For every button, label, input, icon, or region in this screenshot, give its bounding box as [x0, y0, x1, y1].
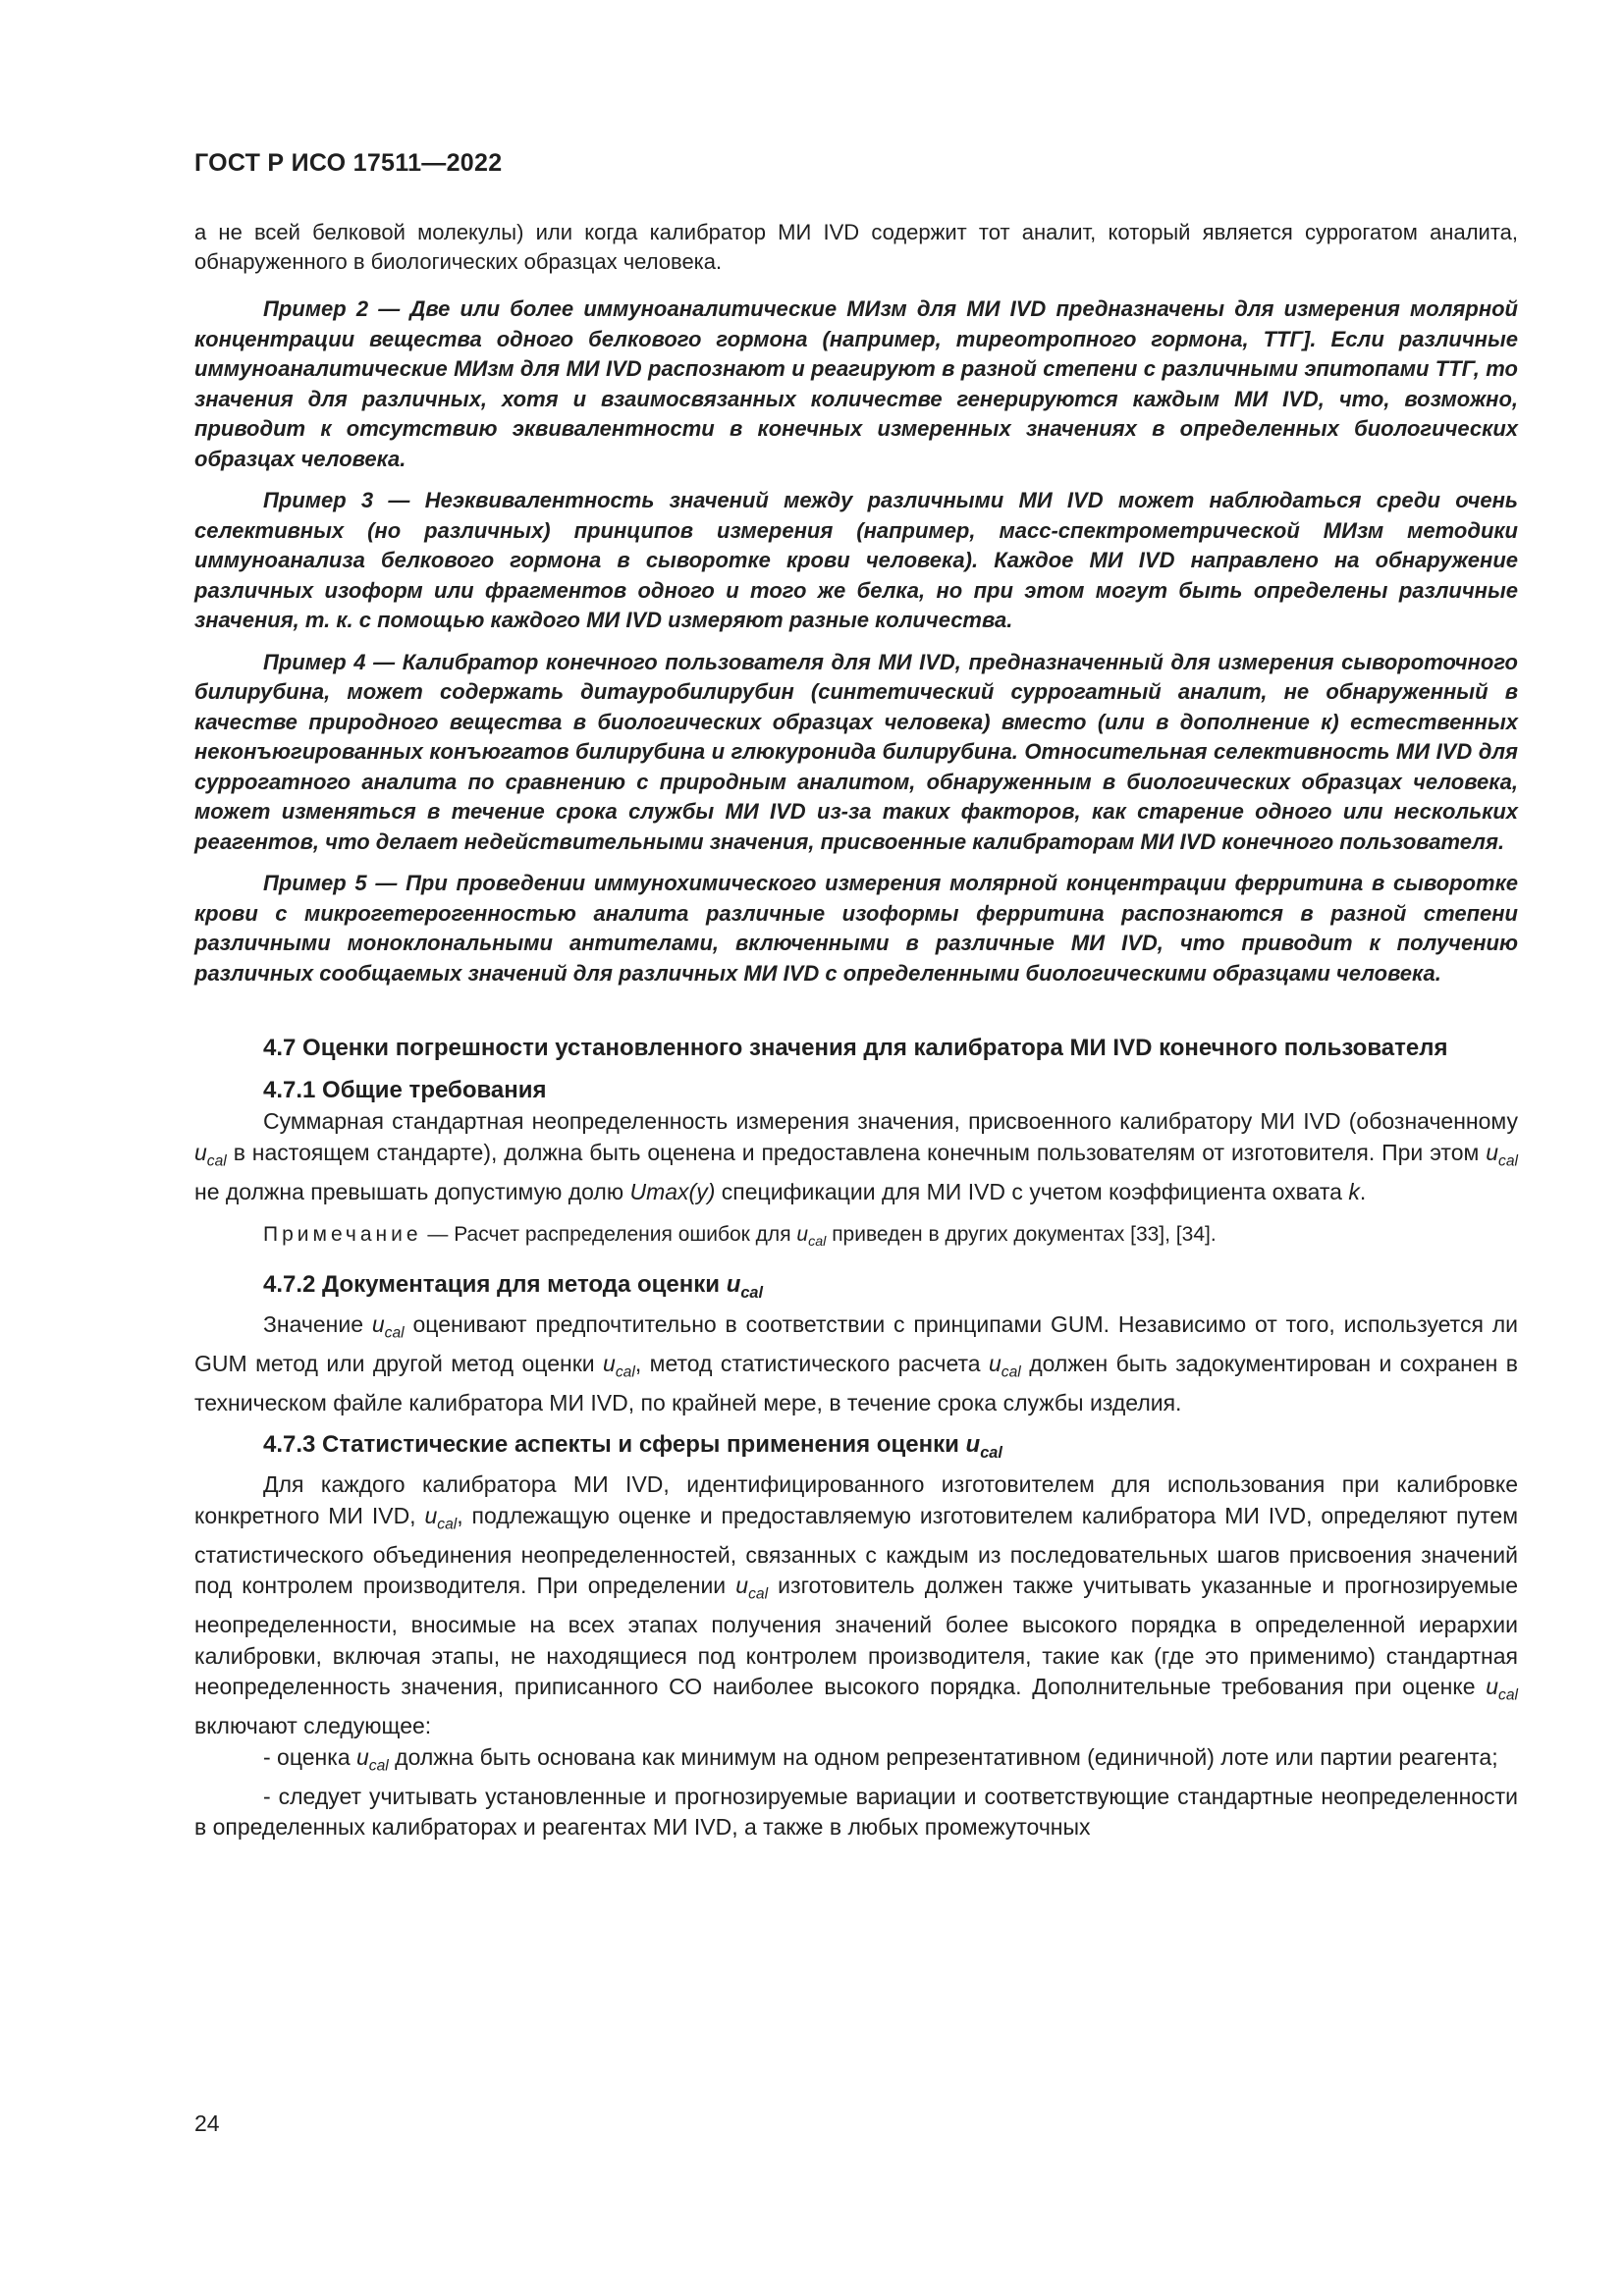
section-heading-4-7-1: 4.7.1 Общие требования — [263, 1077, 547, 1103]
section-heading-4-7-2: 4.7.2 Документация для метода оценки $u_{cal}$ — [263, 1270, 764, 1302]
ucal-symbol: $u_{cal}$ — [424, 1502, 458, 1533]
continuation-paragraph: а не всей белковой молекулы) или когда калибратор МИ IVD содержит тот аналит, который является суррогатом аналита, обнаруженного в биологических образцах человека. — [194, 220, 1518, 274]
section-heading-4-7: 4.7 Оценки погрешности установленного значения для калибратора МИ IVD конечного пользователя — [263, 1035, 1448, 1061]
bullet-item-2: - следует учитывать установленные и прогнозируемые вариации и соответствующие стандартные неопределенности в определенных калибраторах и реагентах МИ IVD, а также в любых промежуточных — [194, 1783, 1518, 1841]
ucal-symbol: $u_{cal}$ — [356, 1743, 389, 1775]
example-2: Пример 2 — Две или более иммуноаналитические МИзм для МИ IVD предназначены для измерения молярной концентрации вещества одного белкового гормона (например, тиреотропного гормона, ТТГ]. Если различные иммуноаналитические МИзм для МИ IVD распознают и реагируют в разной степени с различными эпитопами ТТГ, то значения для различных, хотя и взаимосвязанных количестве генерируются каждым МИ IVD, что, возможно, приводит к отсутствию эквивалентности в конечных измеренных значениях в определенных биологических образцах человека. — [194, 296, 1518, 471]
paragraph-4-7-3: Для каждого калибратора МИ IVD, идентифицированного изготовителем для использования при калибровке конкретного МИ IVD, $u_{cal}$, подлежащую оценке и предоставляемую изготовителем калибратора МИ IVD, определяют путем статистического объединения неопределенностей, связанных с каждым из последовательных шагов присвоения значений под контролем производителя. При определении $u_{cal}$ изготовитель должен также учитывать указанные и прогнозируемые неопределенности, вносимые на всех этапах получения значений более высокого порядка в определенной иерархии калибровки, включая этапы, не находящиеся под контролем производителя, такие как (где это применимо) стандартная неопределенность значения, приписанного СО наиболее высокого порядка. Дополнительные требования при оценке $u_{cal}$ включают следующее: — [194, 1471, 1519, 1739]
ucal-symbol: $u_{cal}$ — [603, 1350, 635, 1381]
k-symbol: k — [1348, 1178, 1360, 1204]
ucal-symbol: $u_{cal}$ — [989, 1350, 1021, 1381]
page-content — [194, 218, 1518, 1843]
paragraph-4-7-1: Суммарная стандартная неопределенность измерения значения, присвоенного калибратору МИ IVD (обозначенному $u_{cal}$ в настоящем стандарте), должна быть оценена и предоставлена конечным пользователям от изготовителя. При этом $u_{cal}$ не должна превышать допустимую долю Umax(y) спецификации для МИ IVD с учетом коэффициента охвата k. — [194, 1108, 1518, 1204]
ucal-symbol: $u_{cal}$ — [1486, 1674, 1519, 1704]
ucal-symbol: $u_{cal}$ — [371, 1310, 405, 1342]
ucal-symbol: $u_{cal}$ — [726, 1270, 764, 1302]
document-header: ГОСТ Р ИСО 17511—2022 — [194, 149, 503, 177]
bullet-item-1: - оценка $u_{cal}$ должна быть основана как минимум на одном репрезентативном (единичной) лоте или партии реагента; — [263, 1743, 1498, 1775]
example-5: Пример 5 — При проведении иммунохимического измерения молярной концентрации ферритина в сыворотке крови с микрогетерогенностью аналита различные изоформы ферритина распознаются в разной степени различными моноклональными антителами, включенными в различные МИ IVD, что приводит к получению различных сообщаемых значений для различных МИ IVD с определенными биологическими образцами человека. — [194, 871, 1518, 986]
example-4: Пример 4 — Калибратор конечного пользователя для МИ IVD, предназначенный для измерения сывороточного билирубина, может содержать дитауробилирубин (синтетический суррогатный аналит, не обнаруженный в качестве природного вещества в биологических образцах человека) вместо (или в дополнение к) естественных неконъюгированных конъюгатов билирубина и глюкуронида билирубина. Относительная селективность МИ IVD для суррогатного аналита по сравнению с природным аналитом, обнаруженным в биологических образцах человека, может изменяться в течение срока службы МИ IVD из-за таких факторов, как старение одного или нескольких реагентов, что делает недействительными значения, присвоенные калибраторам МИ IVD конечного пользователя. — [194, 649, 1518, 854]
ucal-symbol: $u_{cal}$ — [965, 1431, 1002, 1463]
umax-symbol: Umax(y) — [629, 1178, 716, 1204]
example-3: Пример 3 — Неэквивалентность значений между различными МИ IVD может наблюдаться среди очень селективных (но различных) принципов измерения (например, масс-спектрометрической МИзм методики иммуноанализа белкового гормона в сыворотке крови человека). Каждое МИ IVD направлено на обнаружение различных изоформ или фрагментов одного и того же белка, но при этом могут быть определены различные значения, т. к. с помощью каждого МИ IVD измеряют разные количества. — [194, 488, 1518, 632]
ucal-symbol: $u_{cal}$ — [796, 1223, 827, 1251]
section-heading-4-7-3: 4.7.3 Статистические аспекты и сферы применения оценки $u_{cal}$ — [263, 1431, 1002, 1463]
ucal-symbol: $u_{cal}$ — [1486, 1139, 1518, 1170]
paragraph-4-7-2: Значение $u_{cal}$ оценивают предпочтительно в соответствии с принципами GUM. Независимо от того, используется ли GUM метод или другой метод оценки $u_{cal}$, метод статистического расчета $u_{cal}$ должен быть задокументирован и сохранен в техническом файле калибратора МИ IVD, по крайней мере, в течение срока службы изделия. — [194, 1310, 1519, 1415]
note-4-7-1: Примечание — Расчет распределения ошибок для $u_{cal}$ приведен в других документах [33], [34]. — [263, 1223, 1217, 1251]
ucal-symbol: $u_{cal}$ — [735, 1573, 769, 1603]
page-number: 24 — [194, 2110, 220, 2136]
ucal-symbol: $u_{cal}$ — [194, 1139, 227, 1170]
